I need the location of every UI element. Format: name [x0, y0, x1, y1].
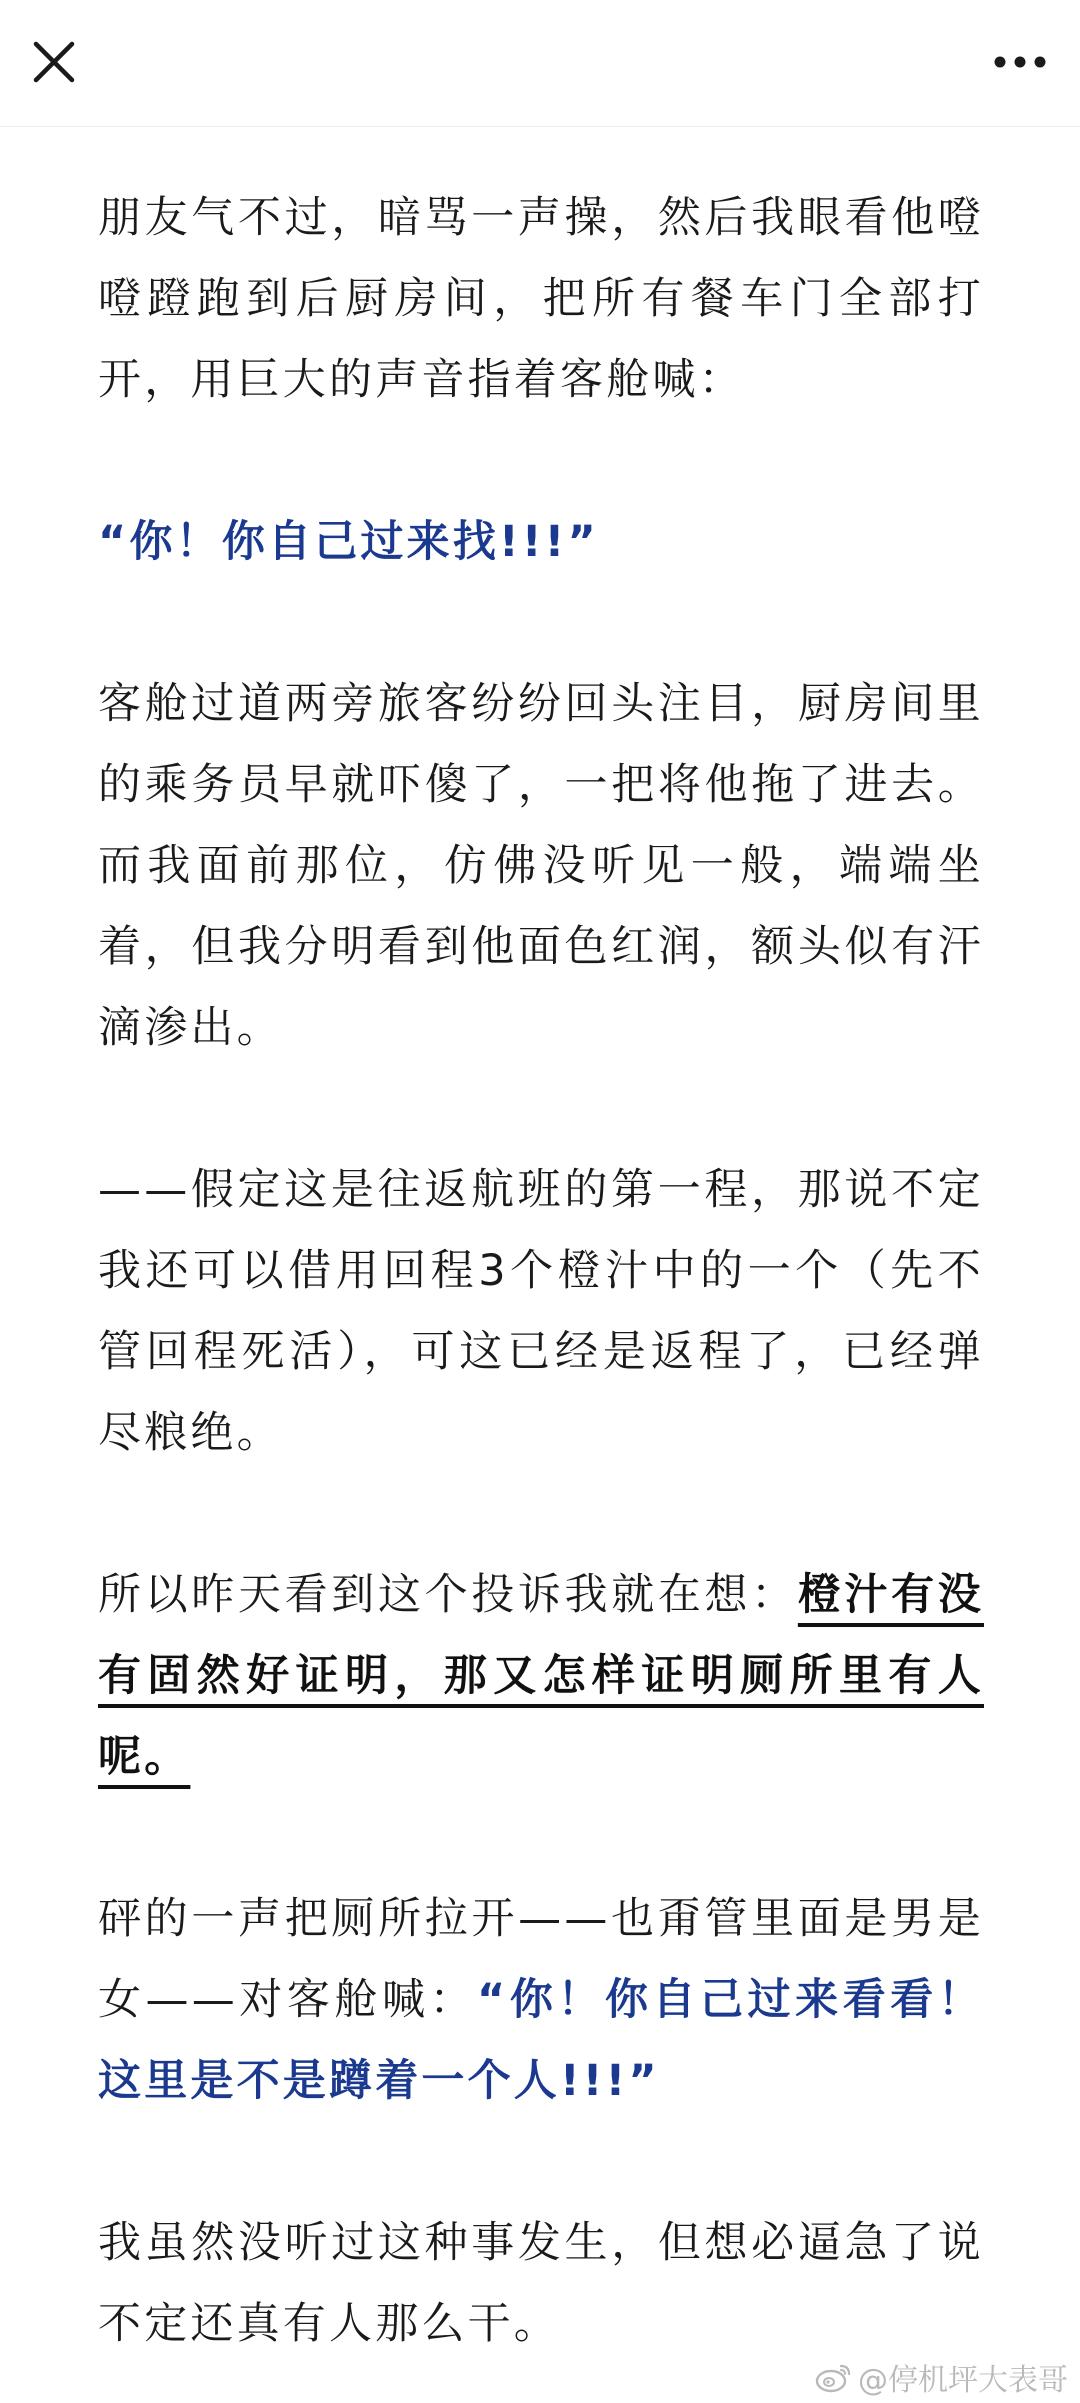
- paragraph-5: [98, 1555, 984, 1798]
- underlined-emphasis: 橙汁有没有固然好证明，那又怎样证明厕所里有人呢。: [98, 1570, 984, 1782]
- close-button[interactable]: [26, 34, 82, 90]
- paragraph-6: [98, 1879, 984, 2122]
- paragraph-gap: [98, 421, 984, 502]
- paragraph-6-text: 砰的一声把厕所拉开——也甭管里面是男是女——对客舱喊：: [98, 1894, 984, 2025]
- watermark-text: @停机坪大表哥: [858, 2363, 1068, 2398]
- quote-find-yourself: “你！你自己过来找!!!”: [98, 517, 599, 567]
- weibo-logo-icon: [814, 2360, 854, 2394]
- more-horizontal-icon: [988, 34, 1052, 90]
- paragraph-gap: [98, 1474, 984, 1555]
- paragraph-3: 客舱过道两旁旅客纷纷回头注目，厨房间里的乘务员早就吓傻了，一把将他拖了进去。而我面前那位，仿佛没听见一般，端端坐着，但我分明看到他面色红润，额头似有汗滴渗出。: [98, 679, 984, 1053]
- paragraph-gap: [98, 2122, 984, 2203]
- paragraph-gap: [98, 1069, 984, 1150]
- watermark: [814, 2355, 1068, 2399]
- more-options-button[interactable]: [988, 34, 1052, 90]
- paragraph-gap: [98, 583, 984, 664]
- close-icon: [26, 34, 82, 90]
- paragraph-1: 朋友气不过，暗骂一声操，然后我眼看他噔噔蹬跑到后厨房间，把所有餐车门全部打开，用巨大的声音指着客舱喊：: [98, 193, 984, 405]
- paragraph-7: 我虽然没听过这种事发生，但想必逼急了说不定还真有人那么干。: [98, 2218, 984, 2349]
- article-body: [98, 178, 984, 2365]
- paragraph-4: ——假定这是往返航班的第一程，那说不定我还可以借用回程3个橙汁中的一个（先不管回程死活），可这已经是返程了，已经弹尽粮绝。: [98, 1165, 984, 1458]
- quote-come-see: “你！你自己过来看看！这里是不是蹲着一个人!!!”: [98, 1975, 984, 2106]
- paragraph-5-text: 所以昨天看到这个投诉我就在想：: [98, 1570, 798, 1620]
- paragraph-gap: [98, 1798, 984, 1879]
- top-bar: [0, 0, 1080, 127]
